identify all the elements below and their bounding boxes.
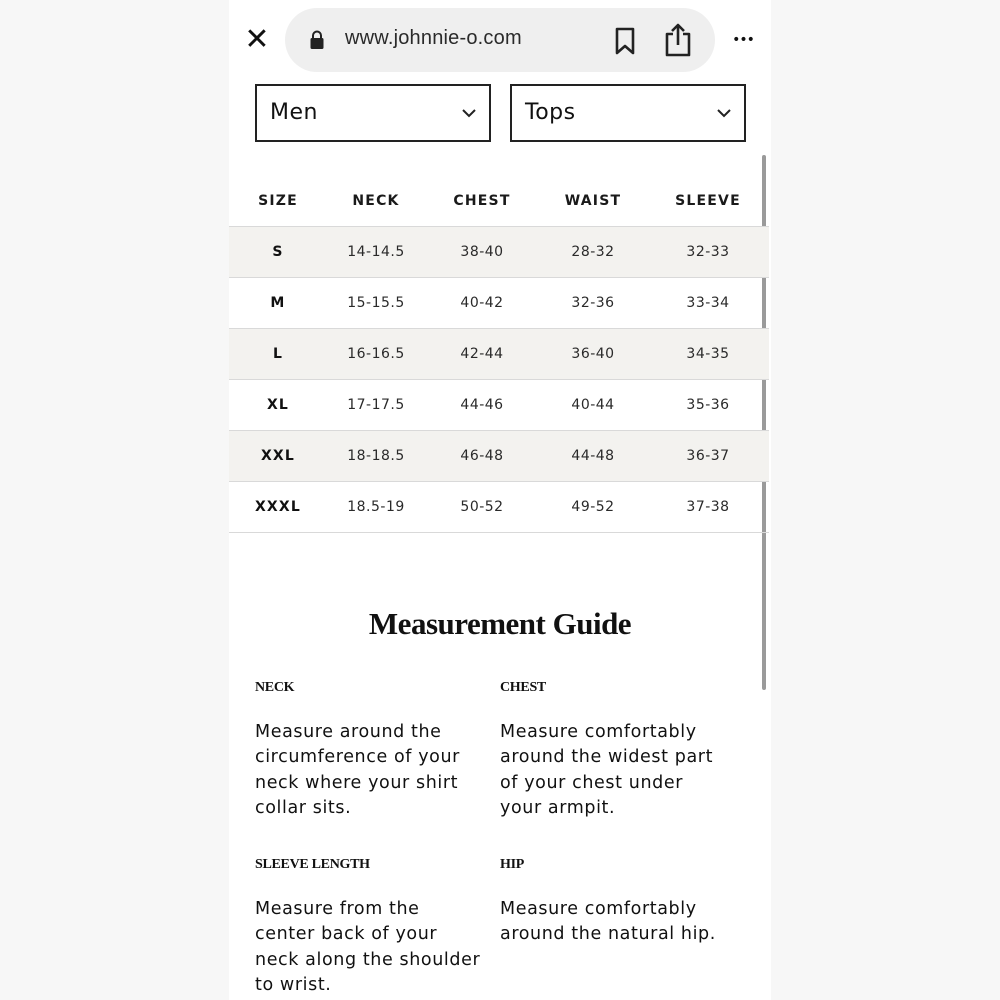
guide-item-chest [500, 680, 730, 821]
guide-item-hip [500, 857, 730, 948]
guide-heading: HIP [500, 857, 524, 872]
size-cell: XXXL [229, 481, 327, 532]
column-header-neck: NECK [352, 192, 400, 209]
guide-item-sleeve-length [255, 857, 485, 998]
chest-cell: 44-46 [425, 379, 539, 430]
close-icon[interactable]: ✕ [244, 22, 270, 57]
bookmark-icon[interactable] [613, 26, 637, 56]
column-header-sleeve: SLEEVE [675, 192, 741, 209]
table-row [229, 430, 769, 481]
category-select[interactable] [510, 84, 746, 142]
chest-cell: 42-44 [425, 328, 539, 379]
waist-cell: 32-36 [539, 277, 647, 328]
gender-select[interactable] [255, 84, 491, 142]
neck-cell: 18-18.5 [327, 430, 425, 481]
sleeve-cell: 37-38 [647, 481, 769, 532]
more-icon[interactable]: ••• [732, 32, 754, 48]
neck-cell: 15-15.5 [327, 277, 425, 328]
sleeve-cell: 34-35 [647, 328, 769, 379]
neck-cell: 14-14.5 [327, 226, 425, 277]
size-cell: XL [229, 379, 327, 430]
page-background-right [771, 0, 1000, 1000]
waist-cell: 36-40 [539, 328, 647, 379]
waist-cell: 40-44 [539, 379, 647, 430]
lock-icon [309, 30, 325, 50]
chest-cell: 38-40 [425, 226, 539, 277]
category-select-value: Tops [525, 100, 576, 125]
chest-cell: 50-52 [425, 481, 539, 532]
sleeve-cell: 33-34 [647, 277, 769, 328]
table-row [229, 481, 769, 532]
neck-cell: 16-16.5 [327, 328, 425, 379]
guide-text: Measure comfortably around the widest part of your chest under your armpit. [500, 722, 714, 818]
chest-cell: 46-48 [425, 430, 539, 481]
share-icon[interactable] [663, 22, 693, 58]
guide-text: Measure comfortably around the natural hip. [500, 899, 716, 945]
column-header-chest: CHEST [453, 192, 511, 209]
guide-heading: NECK [255, 680, 295, 695]
table-row [229, 226, 769, 277]
column-header-waist: WAIST [564, 192, 622, 209]
size-cell: XXL [229, 430, 327, 481]
guide-text: Measure around the circumference of your neck where your shirt collar sits. [255, 722, 460, 818]
table-header-row [229, 176, 769, 226]
size-cell: M [229, 277, 327, 328]
gender-select-value: Men [270, 100, 318, 125]
neck-cell: 18.5-19 [327, 481, 425, 532]
browser-toolbar [229, 0, 771, 80]
page-background-left [0, 0, 229, 1000]
neck-cell: 17-17.5 [327, 379, 425, 430]
sleeve-cell: 36-37 [647, 430, 769, 481]
column-header-size: SIZE [258, 192, 298, 209]
sleeve-cell: 32-33 [647, 226, 769, 277]
url-text[interactable]: www.johnnie-o.com [345, 27, 522, 49]
guide-item-neck [255, 680, 485, 821]
guide-text: Measure from the center back of your neck along the shoulder to wrist. [255, 899, 481, 995]
size-chart-table [229, 176, 769, 533]
sleeve-cell: 35-36 [647, 379, 769, 430]
mobile-browser-viewport [229, 0, 771, 1000]
measurement-guide-title: Measurement Guide [368, 606, 632, 641]
table-row [229, 379, 769, 430]
waist-cell: 44-48 [539, 430, 647, 481]
guide-heading: SLEEVE LENGTH [255, 857, 370, 872]
address-bar[interactable] [285, 8, 715, 72]
size-cell: S [229, 226, 327, 277]
table-row [229, 328, 769, 379]
chevron-down-icon [716, 106, 732, 120]
guide-heading: CHEST [500, 680, 546, 695]
chevron-down-icon [461, 106, 477, 120]
waist-cell: 28-32 [539, 226, 647, 277]
table-row [229, 277, 769, 328]
waist-cell: 49-52 [539, 481, 647, 532]
chest-cell: 40-42 [425, 277, 539, 328]
size-cell: L [229, 328, 327, 379]
